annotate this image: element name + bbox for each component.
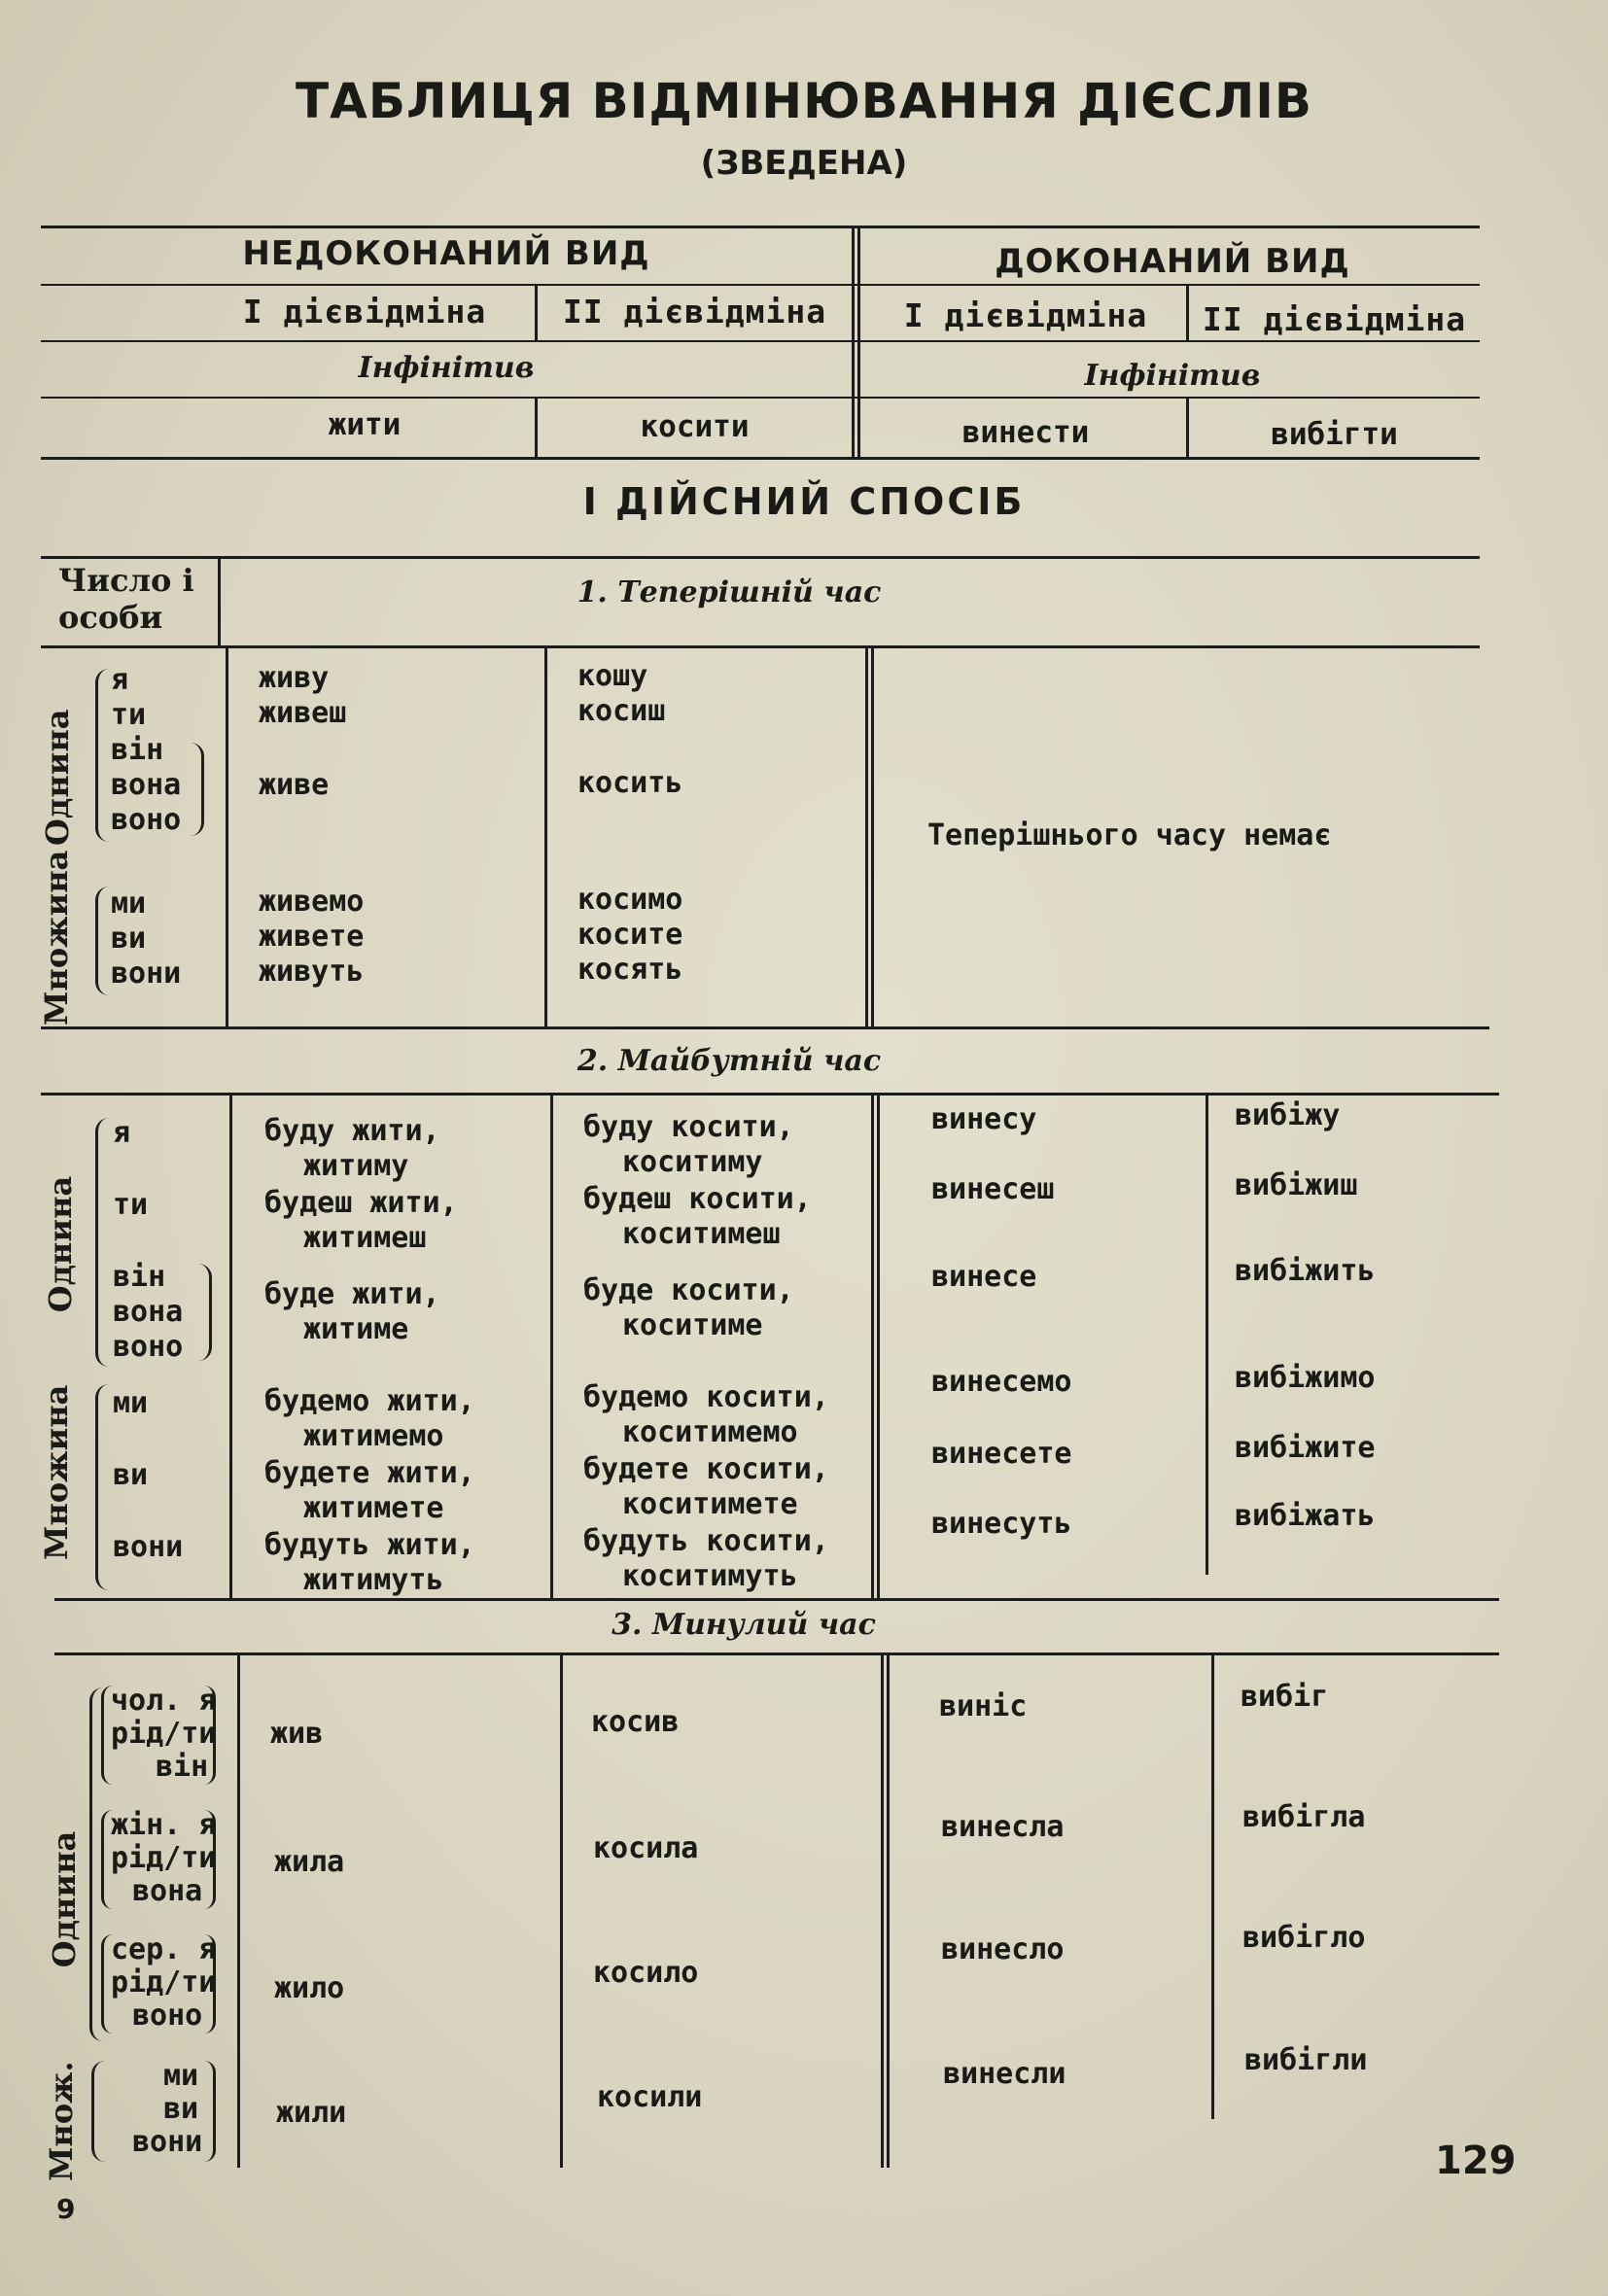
future-c2-5: коситиме	[622, 1308, 763, 1342]
divider-future-c2	[550, 1093, 553, 1598]
present-3sg-brace	[191, 743, 204, 836]
divider-present-c3	[865, 645, 874, 1026]
future-c2-1: коситиму	[622, 1145, 763, 1179]
future-c2-6: будемо косити,	[583, 1380, 829, 1414]
header-perf-conj2: ІІ дієвідміна	[1202, 300, 1467, 338]
infinitive-kosyty: косити	[640, 409, 750, 444]
header-perf-conj1: І дієвідміна	[903, 296, 1148, 334]
future-c3-4: винесете	[931, 1437, 1072, 1471]
present-c2-0: кошу	[577, 659, 648, 693]
past-masc-c4: вибіг	[1241, 1680, 1329, 1714]
present-c1-1: живеш	[259, 696, 347, 730]
page-subtitle: (ЗВЕДЕНА)	[700, 144, 908, 183]
future-c2-2: будеш косити,	[583, 1182, 812, 1216]
past-fem-label-1: рід/ти	[111, 1841, 217, 1875]
divider-past-c1	[237, 1652, 240, 2168]
present-title: 1. Теперішній час	[577, 575, 882, 609]
present-pron-ya: я	[111, 663, 129, 697]
future-c1-7: житимемо	[303, 1419, 444, 1453]
future-pron-vony: вони	[113, 1530, 184, 1564]
past-neut-c4: вибігло	[1242, 1921, 1366, 1955]
present-c2-4: косите	[577, 918, 683, 952]
present-c1-5: живуть	[259, 955, 365, 989]
divider-future-c3	[871, 1093, 880, 1598]
signature-mark: 9	[56, 2193, 76, 2225]
divider-present-c2	[544, 645, 547, 1026]
past-neut-label-2: воно	[132, 1999, 203, 2033]
past-fem-label-0: жін. я	[111, 1808, 217, 1842]
section-indicative: І ДІЙСНИЙ СПОСІБ	[582, 480, 1026, 523]
present-c2-5: косять	[577, 953, 683, 987]
divider-present-c1	[226, 645, 228, 1026]
past-masc-c2: косив	[591, 1705, 680, 1739]
past-neut-label-0: сер. я	[111, 1932, 217, 1966]
present-c1-2: живе	[259, 768, 330, 802]
rule-future-head	[41, 1093, 1499, 1096]
past-masc-c3: виніс	[939, 1689, 1028, 1723]
divider-future-c1	[229, 1093, 232, 1598]
present-singular-brace	[95, 669, 109, 842]
future-c4-5: вибіжать	[1235, 1499, 1376, 1533]
present-pron-vona: вона	[111, 768, 182, 802]
present-pron-vono: воно	[111, 803, 182, 837]
past-pl-label-1: ви	[163, 2092, 199, 2126]
past-fem-c4: вибігла	[1242, 1800, 1366, 1834]
future-c2-9: коситимете	[622, 1487, 798, 1521]
divider-person-header	[218, 556, 221, 645]
future-c1-11: житимуть	[303, 1563, 444, 1597]
future-c2-4: буде косити,	[583, 1273, 794, 1307]
divider-future-c4	[1206, 1093, 1208, 1575]
future-c3-1: винесеш	[931, 1172, 1055, 1206]
future-c1-1: житиму	[303, 1149, 409, 1183]
future-c1-6: будемо жити,	[264, 1384, 475, 1418]
present-c2-1: косиш	[577, 694, 666, 728]
divider-past-c2	[560, 1652, 563, 2168]
present-c1-0: живу	[259, 661, 330, 695]
future-c3-3: винесемо	[931, 1365, 1072, 1399]
future-c2-0: буду косити,	[583, 1110, 794, 1144]
future-c2-3: коситимеш	[622, 1217, 781, 1251]
person-header: Число і особи	[58, 562, 194, 636]
past-plural-brace	[91, 2061, 105, 2162]
present-singular-label: Однина	[39, 709, 76, 846]
divider-past-c4	[1211, 1652, 1214, 2119]
infinitive-zhyty: жити	[328, 407, 402, 442]
future-pron-ty: ти	[113, 1188, 149, 1222]
future-c1-2: будеш жити,	[264, 1186, 458, 1220]
past-pl-c2: косили	[597, 2080, 703, 2114]
future-3sg-brace	[198, 1264, 212, 1361]
page-number: 129	[1435, 2139, 1517, 2183]
present-pron-my: ми	[111, 887, 147, 921]
future-c2-11: коситимуть	[622, 1559, 798, 1593]
future-c3-2: винесе	[931, 1260, 1037, 1294]
past-pl-c1: жили	[276, 2096, 347, 2130]
future-c4-0: вибіжу	[1235, 1098, 1341, 1132]
past-neut-label-1: рід/ти	[111, 1966, 217, 2000]
present-note: Теперішнього часу немає	[927, 818, 1332, 852]
future-pron-ya: я	[113, 1116, 131, 1150]
future-c4-1: вибіжиш	[1235, 1168, 1358, 1202]
future-singular-label: Однина	[42, 1175, 79, 1313]
past-pl-label-0: ми	[163, 2059, 199, 2093]
future-c1-10: будуть жити,	[264, 1528, 475, 1562]
present-pron-vy: ви	[111, 922, 147, 956]
future-plural-brace	[95, 1384, 109, 1590]
past-pl-label-2: вони	[132, 2125, 203, 2159]
past-masc-label-1: рід/ти	[111, 1717, 217, 1751]
present-pron-vin: він	[111, 733, 164, 767]
future-c1-9: житимете	[303, 1491, 444, 1525]
present-c1-4: живете	[259, 920, 365, 954]
past-fem-c1: жила	[274, 1845, 345, 1879]
future-c3-5: винесуть	[931, 1507, 1072, 1541]
past-fem-c3: винесла	[941, 1810, 1065, 1844]
present-c2-3: косимо	[577, 883, 683, 917]
header-imperfective: НЕДОКОНАНИЙ ВИД	[242, 234, 650, 273]
present-pron-ty: ти	[111, 698, 147, 732]
past-plural-label: Множ.	[43, 2061, 80, 2181]
past-pl-c3: винесли	[943, 2057, 1066, 2091]
header-perf-infinitive: Інфінітив	[1084, 359, 1261, 393]
future-c1-0: буду жити,	[264, 1114, 440, 1148]
present-pron-vony: вони	[111, 957, 182, 991]
rule-future-bottom	[54, 1598, 1499, 1601]
divider-past-c3	[881, 1652, 890, 2168]
future-c4-4: вибіжите	[1235, 1431, 1376, 1465]
future-plural-label: Множина	[38, 1384, 75, 1560]
future-c1-3: житимеш	[303, 1221, 427, 1255]
past-masc-c1: жив	[270, 1717, 324, 1751]
future-singular-brace	[95, 1118, 109, 1367]
past-singular-label: Однина	[46, 1830, 83, 1968]
present-plural-brace	[95, 887, 109, 995]
infinitive-vybihty: вибігти	[1271, 417, 1398, 452]
present-c1-3: живемо	[259, 885, 365, 919]
future-c3-0: винесу	[931, 1102, 1037, 1136]
rule-present-bottom	[41, 1026, 1489, 1029]
future-title: 2. Майбутній час	[577, 1044, 882, 1078]
present-plural-label: Множина	[38, 850, 75, 1026]
future-c1-5: житиме	[303, 1312, 409, 1346]
header-imperf-conj2: ІІ дієвідміна	[562, 293, 827, 330]
past-title: 3. Минулий час	[612, 1608, 876, 1642]
future-pron-vy: ви	[113, 1458, 149, 1492]
past-neut-c1: жило	[274, 1971, 345, 2005]
past-fem-c2: косила	[593, 1831, 699, 1865]
future-c2-7: коситимемо	[622, 1415, 798, 1449]
future-pron-vin: він	[113, 1260, 166, 1294]
future-c1-4: буде жити,	[264, 1277, 440, 1311]
future-c2-10: будуть косити,	[583, 1524, 829, 1558]
future-c1-8: будете жити,	[264, 1456, 475, 1490]
future-pron-vona: вона	[113, 1295, 184, 1329]
future-pron-my: ми	[113, 1386, 149, 1420]
past-pl-c4: вибігли	[1244, 2043, 1368, 2077]
rule-present-head	[41, 645, 1480, 648]
past-fem-label-2: вона	[132, 1874, 203, 1908]
past-masc-label-2: він	[156, 1750, 209, 1784]
future-c2-8: будете косити,	[583, 1452, 829, 1486]
rule-present-top	[41, 556, 1480, 559]
future-c4-2: вибіжить	[1235, 1254, 1376, 1288]
header-perfective: ДОКОНАНИЙ ВИД	[995, 242, 1350, 281]
rule-past-head	[54, 1652, 1499, 1655]
future-c4-3: вибіжимо	[1235, 1361, 1376, 1395]
page-title: ТАБЛИЦЯ ВІДМІНЮВАННЯ ДІЄСЛІВ	[296, 73, 1312, 129]
infinitive-vynesty: винести	[961, 415, 1090, 450]
past-plural-brace-right	[204, 2061, 216, 2162]
header-imperf-infinitive: Інфінітив	[358, 351, 535, 385]
past-neut-c3: винесло	[941, 1932, 1065, 1966]
past-neut-c2: косило	[593, 1956, 699, 1990]
past-masc-label-0: чол. я	[111, 1684, 217, 1718]
divider-aspect	[852, 226, 860, 457]
future-pron-vono: воно	[113, 1330, 184, 1364]
present-c2-2: косить	[577, 766, 683, 800]
header-imperf-conj1: І дієвідміна	[242, 293, 487, 330]
